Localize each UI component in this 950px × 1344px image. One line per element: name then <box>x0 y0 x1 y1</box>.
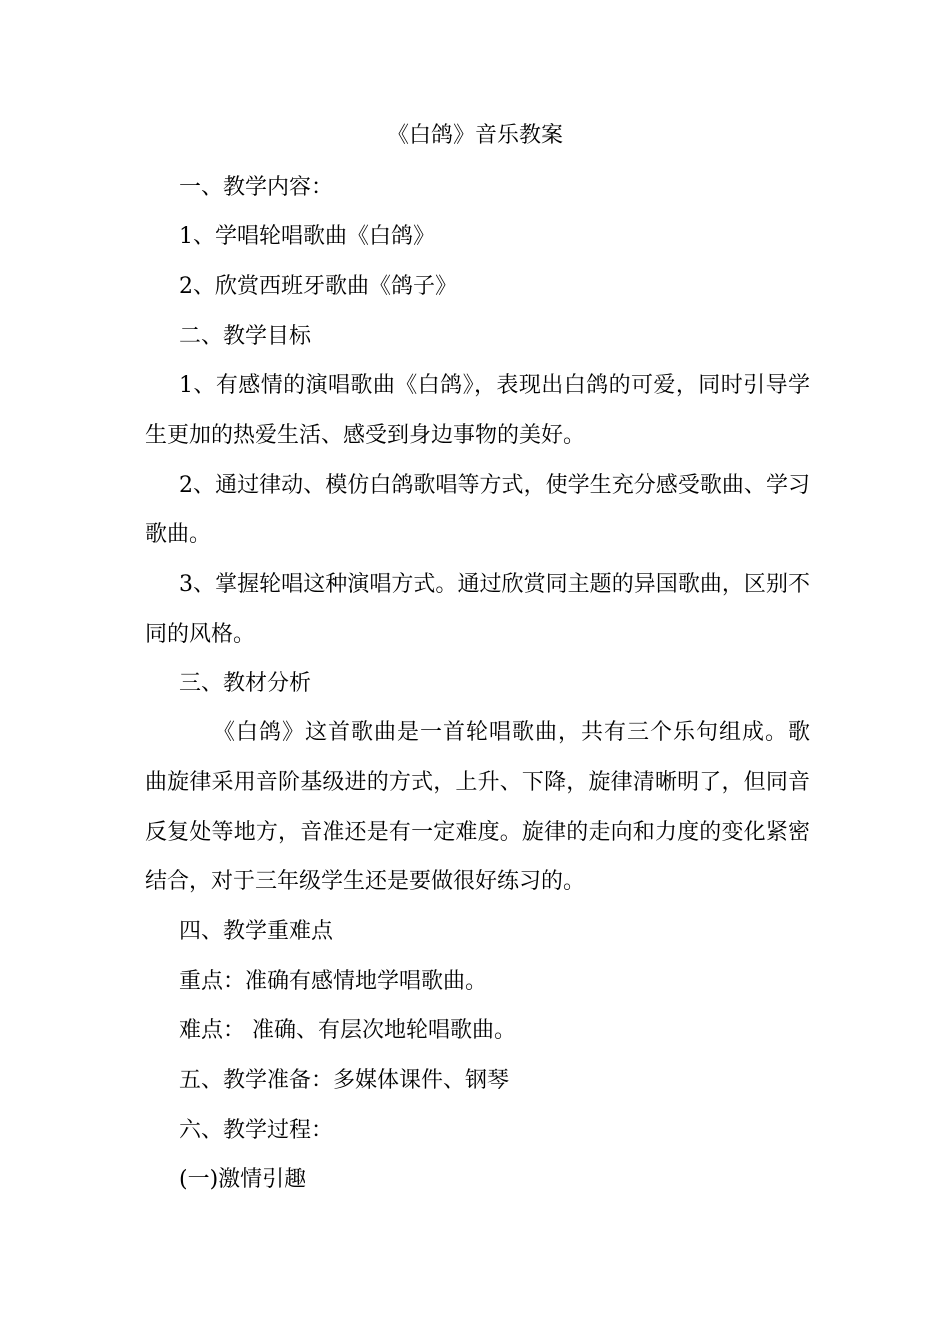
section-heading-teaching-content: 一、教学内容： <box>179 175 334 200</box>
goal-3-line-1: 3、掌握轮唱这种演唱方式。通过欣赏同主题的异国歌曲，区别不 <box>179 572 810 597</box>
analysis-line-2: 曲旋律采用音阶基级进的方式，上升、下降，旋律清晰明了，但同音 <box>145 770 810 795</box>
section-heading-teaching-preparation: 五、教学准备：多媒体课件、钢琴 <box>179 1068 510 1093</box>
analysis-line-4: 结合，对于三年级学生还是要做很好练习的。 <box>145 869 586 894</box>
analysis-line-3: 反复处等地方，音准还是有一定难度。旋律的走向和力度的变化紧密 <box>145 820 810 845</box>
key-point: 重点：准确有感情地学唱歌曲。 <box>179 969 488 994</box>
section-heading-key-difficult-points: 四、教学重难点 <box>179 919 334 944</box>
goal-1-line-2: 生更加的热爱生活、感受到身边事物的美好。 <box>145 423 586 448</box>
section-heading-teaching-goals: 二、教学目标 <box>179 324 312 349</box>
analysis-line-1: 《白鸽》这首歌曲是一首轮唱歌曲，共有三个乐句组成。歌 <box>213 720 810 745</box>
goal-2-line-2: 歌曲。 <box>145 522 212 547</box>
goal-3-line-2: 同的风格。 <box>145 622 256 647</box>
process-step-1: (一)激情引趣 <box>179 1167 307 1192</box>
goal-2-line-1: 2、通过律动、模仿白鸽歌唱等方式，使学生充分感受歌曲、学习 <box>179 473 810 498</box>
document-title: 《白鸽》音乐教案 <box>386 123 563 148</box>
goal-1-line-1: 1、有感情的演唱歌曲《白鸽》，表现出白鸽的可爱，同时引导学 <box>179 373 810 398</box>
difficult-point: 难点： 准确、有层次地轮唱歌曲。 <box>179 1018 516 1043</box>
content-item-2: 2、欣赏西班牙歌曲《鸽子》 <box>179 274 457 299</box>
content-item-1: 1、学唱轮唱歌曲《白鸽》 <box>179 224 435 249</box>
section-heading-teaching-process: 六、教学过程： <box>179 1118 334 1143</box>
section-heading-material-analysis: 三、教材分析 <box>179 671 312 696</box>
